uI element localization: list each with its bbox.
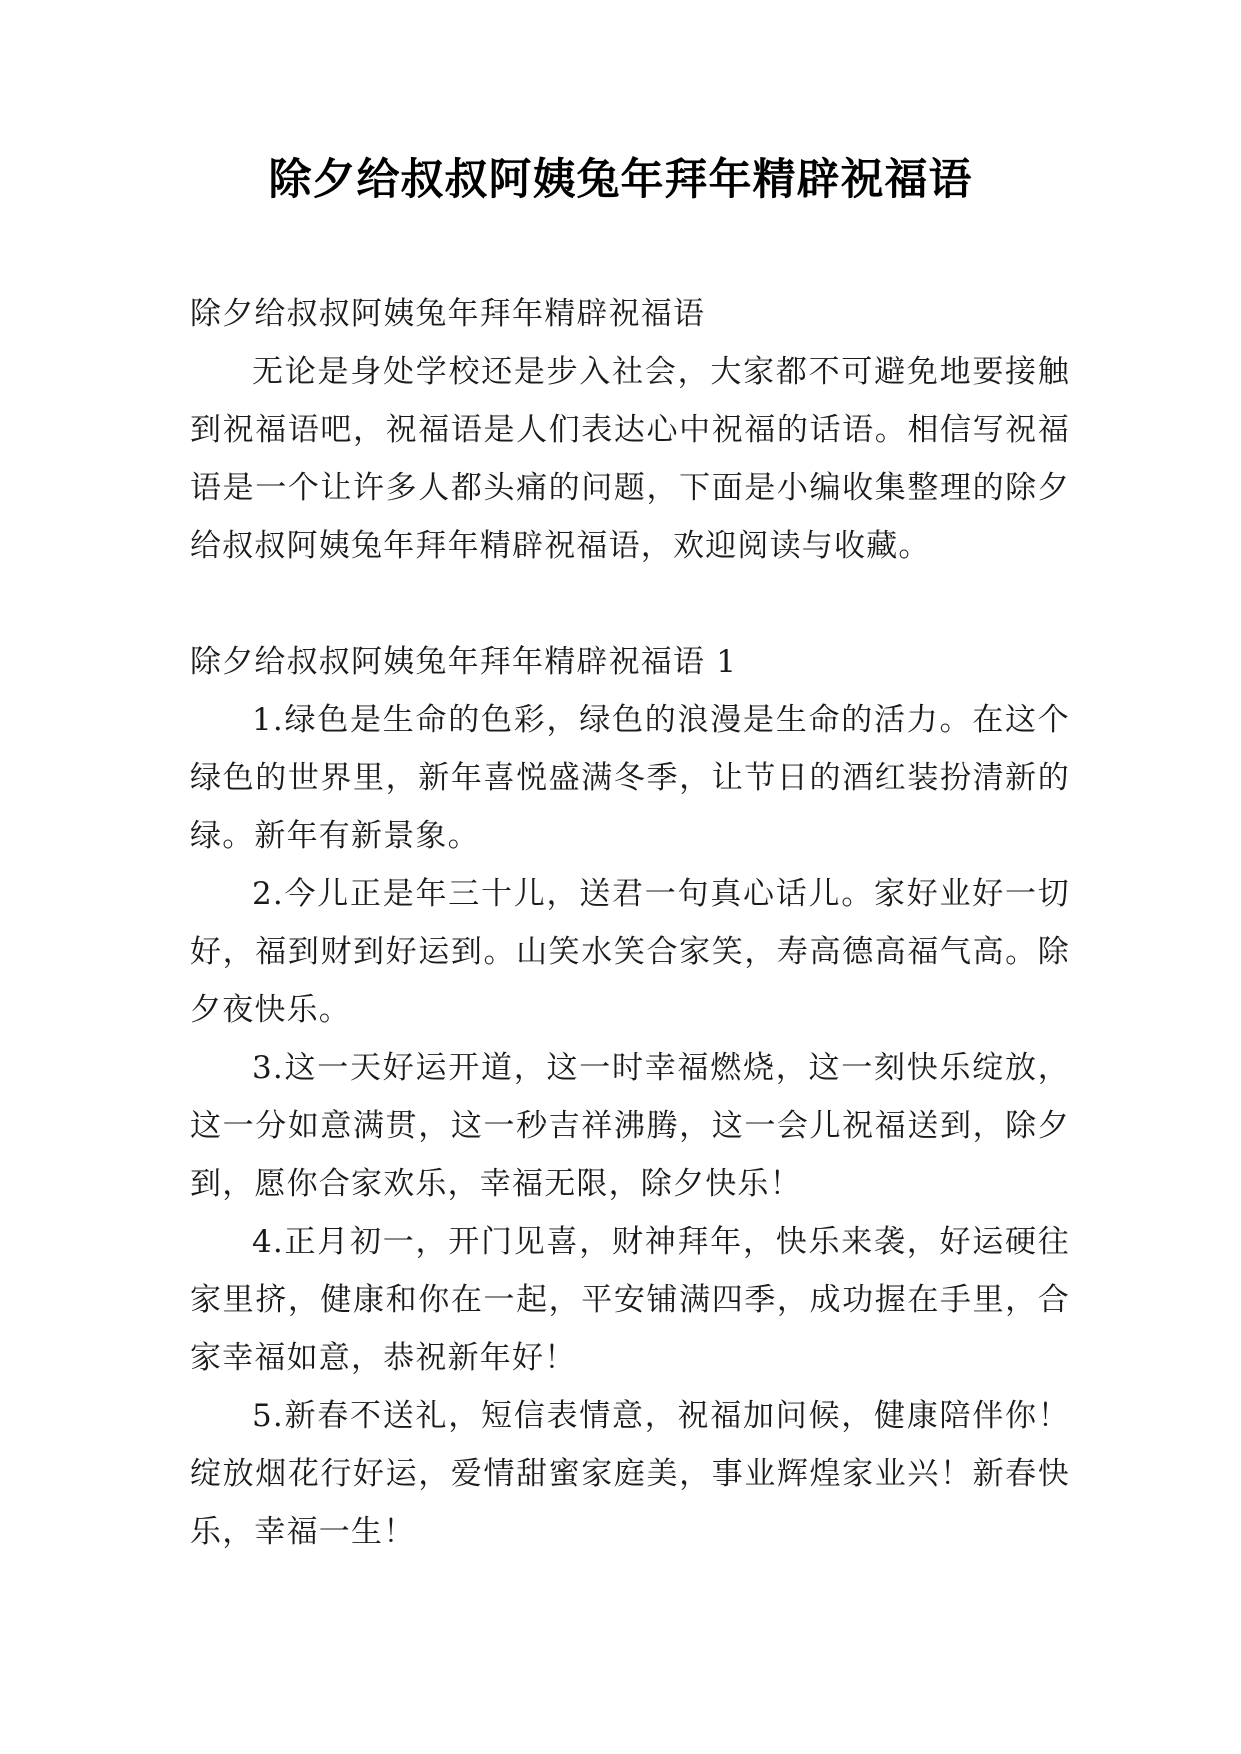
document-subtitle: 除夕给叔叔阿姨兔年拜年精辟祝福语 — [190, 296, 706, 332]
blessing-item-4: 4.正月初一，开门见喜，财神拜年，快乐来袭，好运硬往家里挤，健康和你在一起，平安铺满四季，成功握在手里，合家幸福如意，恭祝新年好！ — [190, 1224, 1070, 1376]
blessing-item-5: 5.新春不送礼，短信表情意，祝福加问候，健康陪伴你！绽放烟花行好运，爱情甜蜜家庭美，事业辉煌家业兴！新春快乐，幸福一生！ — [190, 1398, 1070, 1550]
blessing-item-3: 3.这一天好运开道，这一时幸福燃烧，这一刻快乐绽放，这一分如意满贯，这一秒吉祥沸腾，这一会儿祝福送到，除夕到，愿你合家欢乐，幸福无限，除夕快乐！ — [190, 1050, 1070, 1202]
section-heading: 除夕给叔叔阿姨兔年拜年精辟祝福语 1 — [190, 644, 738, 680]
blessing-item-1: 1.绿色是生命的色彩，绿色的浪漫是生命的活力。在这个绿色的世界里，新年喜悦盛满冬季，让节日的酒红装扮清新的绿。新年有新景象。 — [190, 702, 1070, 854]
blessing-item-2: 2.今儿正是年三十儿，送君一句真心话儿。家好业好一切好，福到财到好运到。山笑水笑合家笑，寿高德高福气高。除夕夜快乐。 — [190, 876, 1070, 1028]
spacer — [190, 575, 1070, 633]
document-title: 除夕给叔叔阿姨兔年拜年精辟祝福语 — [268, 155, 973, 205]
intro-paragraph: 无论是身处学校还是步入社会，大家都不可避免地要接触到祝福语吧，祝福语是人们表达心中祝福的话语。相信写祝福语是一个让许多人都头痛的问题，下面是小编收集整理的除夕给叔叔阿姨兔年拜年精辟祝福语，欢迎阅读与收藏。 — [190, 354, 1070, 564]
document-body — [190, 285, 1070, 1561]
